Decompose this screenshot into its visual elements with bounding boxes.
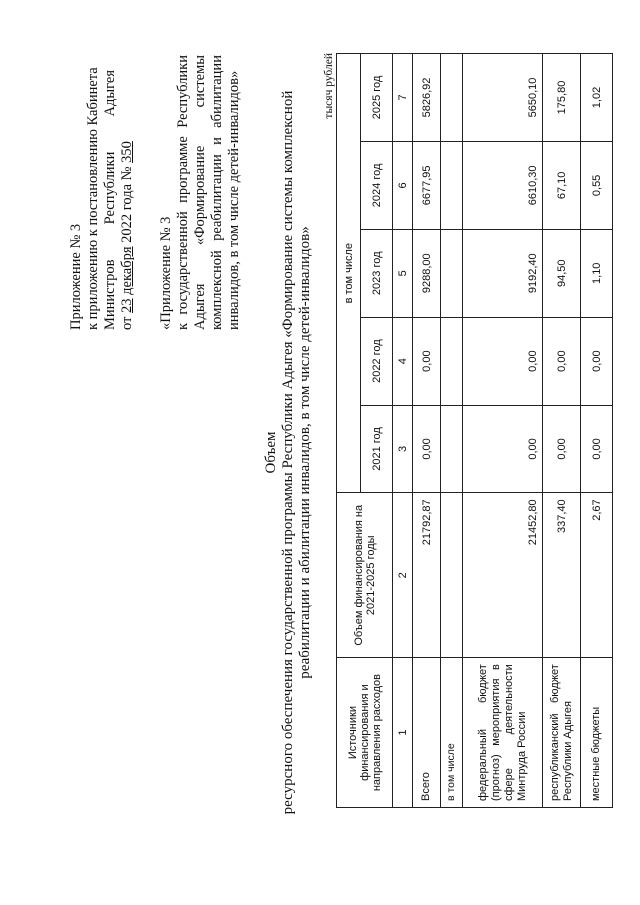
header-including: в том числе xyxy=(337,54,361,493)
date-month: декабря xyxy=(119,246,135,295)
title-line: ресурсного обеспечения государственной программы Республики Адыгея «Формирование системы комплексной xyxy=(280,90,296,815)
cell-value: 337,40 xyxy=(543,493,581,658)
resolution-line: к приложению к постановлению Кабинета xyxy=(85,67,101,330)
column-number: 5 xyxy=(393,229,413,317)
title-heading: Объем xyxy=(263,431,279,474)
appendix-header xyxy=(68,67,136,330)
cell-value: 6677,95 xyxy=(413,141,441,229)
row-source: федеральный бюджет (прогноз) мероприятия в сфере деятельности Минтруда России xyxy=(463,658,543,808)
column-number: 3 xyxy=(393,405,413,493)
table-row xyxy=(581,54,613,808)
cell-value: 0,00 xyxy=(543,405,581,493)
cell-value: 0,00 xyxy=(463,317,543,405)
program-appendix-label: «Приложение № 3 xyxy=(158,216,174,330)
cell-value: 21452,80 xyxy=(463,493,543,658)
document-title xyxy=(263,50,314,855)
column-number: 1 xyxy=(393,658,413,808)
program-word: к xyxy=(175,322,191,330)
cell-empty xyxy=(441,54,463,142)
date-year: 2022 года № xyxy=(119,166,135,243)
table-row xyxy=(441,54,463,808)
table-row xyxy=(543,54,581,808)
program-line-2 xyxy=(192,55,209,330)
date-prefix: от xyxy=(119,316,135,330)
header-year: 2025 год xyxy=(361,54,393,142)
program-word: Республики xyxy=(175,55,191,128)
cell-value: 0,00 xyxy=(463,405,543,493)
cell-value: 9288,00 xyxy=(413,229,441,317)
program-word: комплексной xyxy=(209,250,225,330)
cell-value: 175,80 xyxy=(543,54,581,142)
column-number: 7 xyxy=(393,54,413,142)
cell-value: 1,10 xyxy=(581,229,613,317)
row-source: Всего xyxy=(413,658,441,808)
cell-value: 0,00 xyxy=(543,317,581,405)
cell-value: 2,67 xyxy=(581,493,613,658)
program-word: Адыгея xyxy=(192,283,208,330)
header-year: 2024 год xyxy=(361,141,393,229)
program-line-4: инвалидов, в том числе детей-инвалидов» xyxy=(226,70,242,330)
cell-value: 0,00 xyxy=(581,405,613,493)
cell-value: 5826,92 xyxy=(413,54,441,142)
program-word: абилитации xyxy=(209,55,225,128)
appendix-label: Приложение № 3 xyxy=(68,223,84,330)
cell-value: 0,00 xyxy=(581,317,613,405)
table-row xyxy=(413,54,441,808)
column-number-row xyxy=(393,54,413,808)
program-line-1 xyxy=(175,55,192,330)
program-word: системы xyxy=(192,55,208,108)
program-word: «Формирование xyxy=(192,145,208,246)
program-appendix-header xyxy=(158,55,243,330)
cell-value: 9192,40 xyxy=(463,229,543,317)
title-line: реабилитации и абилитации инвалидов, в том числе детей-инвалидов» xyxy=(297,226,313,679)
column-number: 6 xyxy=(393,141,413,229)
cell-value: 5650,10 xyxy=(463,54,543,142)
ministers-word: Министров xyxy=(102,259,118,330)
cell-empty xyxy=(441,493,463,658)
ministers-word: Республики xyxy=(102,151,118,225)
units-label: тысяч рублей xyxy=(323,53,335,119)
column-number: 4 xyxy=(393,317,413,405)
program-word: реабилитации xyxy=(209,154,225,241)
cell-value: 1,02 xyxy=(581,54,613,142)
program-word: программе xyxy=(175,136,191,203)
program-word: государственной xyxy=(175,211,191,315)
program-word: и xyxy=(209,137,225,145)
header-year: 2022 год xyxy=(361,317,393,405)
cell-value: 94,50 xyxy=(543,229,581,317)
ministers-word: Адыгея xyxy=(102,70,118,117)
row-source: в том числе xyxy=(441,658,463,808)
cell-value: 0,55 xyxy=(581,141,613,229)
cell-empty xyxy=(441,229,463,317)
column-number: 2 xyxy=(393,493,413,658)
header-year: 2023 год xyxy=(361,229,393,317)
row-source: республиканский бюджет Республики Адыгея xyxy=(543,658,581,808)
date-day: 23 xyxy=(119,298,135,313)
cell-value: 67,10 xyxy=(543,141,581,229)
resolution-date-line xyxy=(119,70,136,330)
header-source: Источники финансирования и направления расходов xyxy=(337,658,393,808)
program-line-3 xyxy=(209,55,226,330)
cell-empty xyxy=(441,405,463,493)
header-total: Объем финансирования на 2021-2025 годы xyxy=(337,493,393,658)
cell-value: 0,00 xyxy=(413,405,441,493)
table-row xyxy=(463,54,543,808)
funding-table xyxy=(336,53,613,808)
row-source: местные бюджеты xyxy=(581,658,613,808)
cell-value: 6610,30 xyxy=(463,141,543,229)
cell-empty xyxy=(441,141,463,229)
header-year: 2021 год xyxy=(361,405,393,493)
cell-empty xyxy=(441,317,463,405)
cell-value: 0,00 xyxy=(413,317,441,405)
ministers-line xyxy=(102,70,119,330)
resolution-number: 350 xyxy=(119,141,135,163)
cell-value: 21792,87 xyxy=(413,493,441,658)
